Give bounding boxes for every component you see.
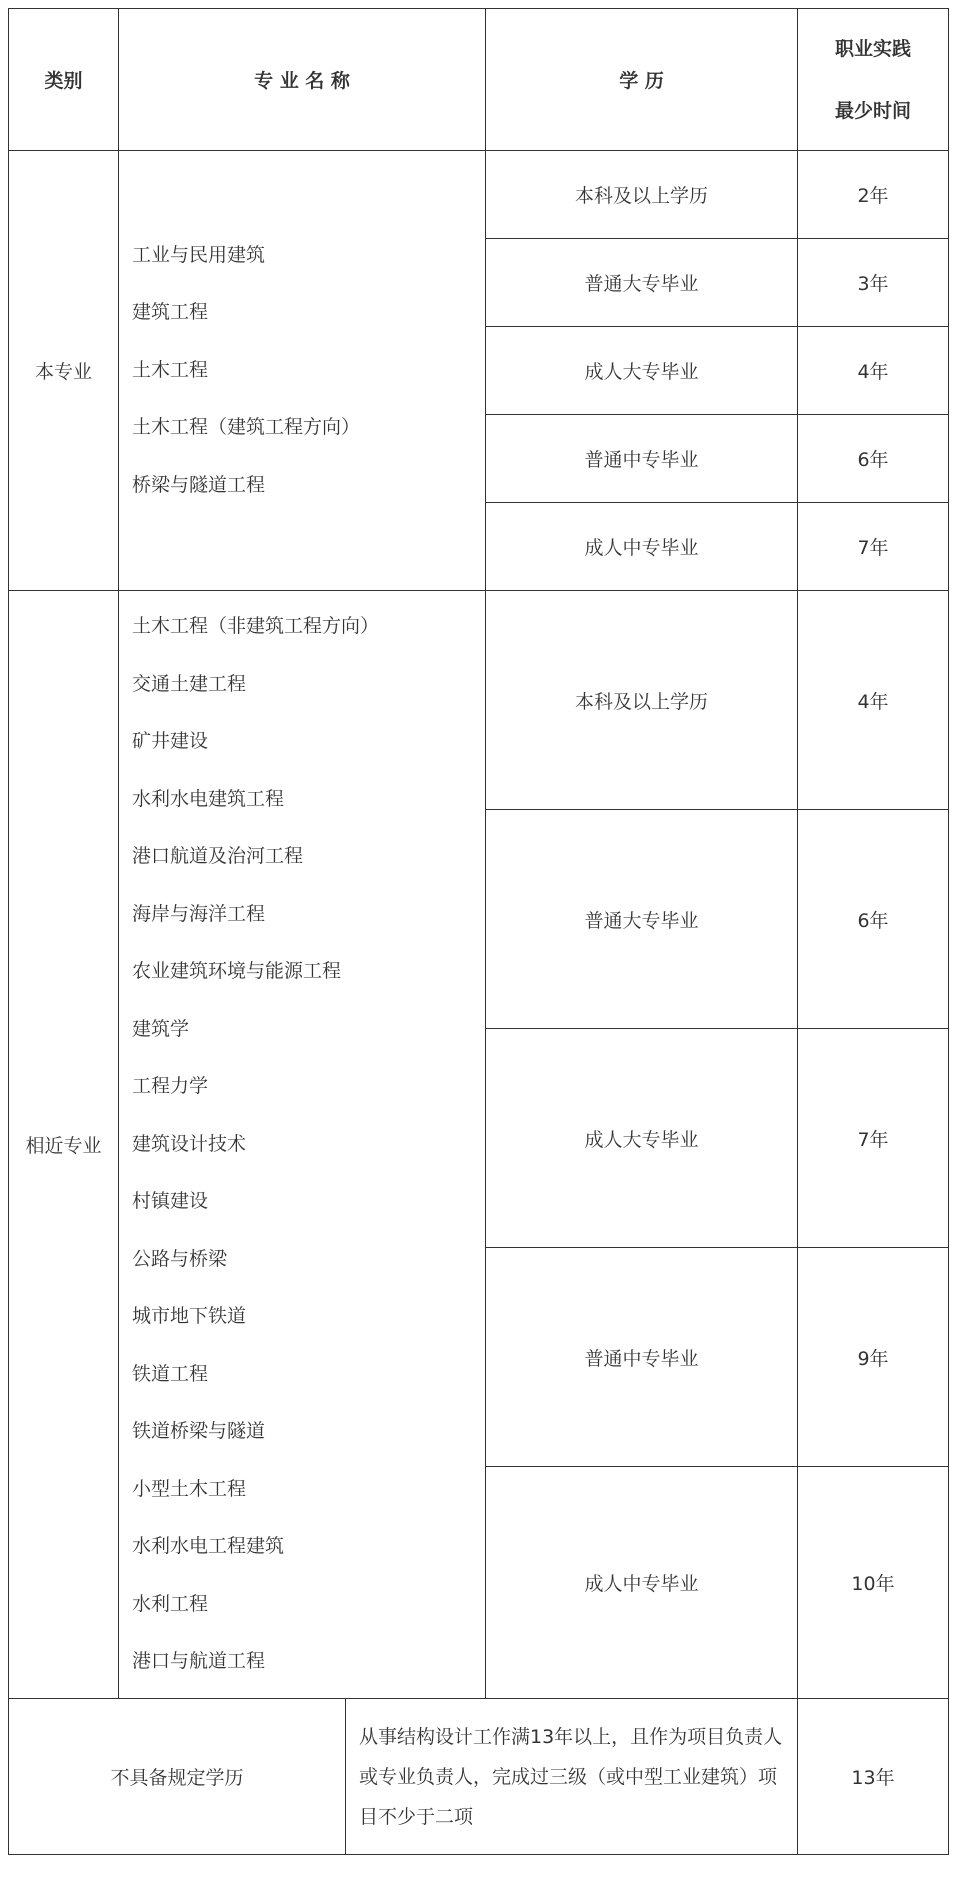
years-cell: 6年 bbox=[798, 415, 949, 503]
category-cell: 相近专业 bbox=[9, 591, 119, 1699]
major-item: 海岸与海洋工程 bbox=[132, 902, 266, 925]
education-cell: 普通中专毕业 bbox=[486, 1248, 798, 1467]
major-item: 村镇建设 bbox=[132, 1190, 209, 1213]
requirements-table bbox=[8, 8, 949, 1855]
education-cell: 成人中专毕业 bbox=[486, 503, 798, 591]
requirement-description: 从事结构设计工作满13年以上，且作为项目负责人或专业负责人，完成过三级（或中型工业建筑）项目不少于二项 bbox=[346, 1699, 798, 1855]
major-item: 建筑工程 bbox=[132, 301, 209, 324]
header-category: 类别 bbox=[9, 9, 119, 151]
header-row bbox=[9, 9, 949, 151]
header-practice-line2: 最少时间 bbox=[835, 99, 912, 122]
education-cell: 本科及以上学历 bbox=[486, 151, 798, 239]
years-cell: 2年 bbox=[798, 151, 949, 239]
major-item: 铁道桥梁与隧道 bbox=[132, 1420, 266, 1443]
education-cell: 成人大专毕业 bbox=[486, 327, 798, 415]
major-item: 工业与民用建筑 bbox=[132, 243, 266, 266]
years-cell: 4年 bbox=[798, 591, 949, 810]
major-item: 农业建筑环境与能源工程 bbox=[132, 960, 342, 983]
major-item: 城市地下铁道 bbox=[132, 1305, 247, 1328]
major-item: 交通土建工程 bbox=[132, 672, 247, 695]
major-item: 港口航道及治河工程 bbox=[132, 845, 304, 868]
education-cell: 成人中专毕业 bbox=[486, 1467, 798, 1699]
years-cell: 13年 bbox=[798, 1699, 949, 1855]
category-cell: 不具备规定学历 bbox=[9, 1699, 346, 1855]
major-item: 桥梁与隧道工程 bbox=[132, 473, 266, 496]
table-row bbox=[9, 151, 949, 239]
header-major: 专 业 名 称 bbox=[119, 9, 486, 151]
major-item: 公路与桥梁 bbox=[132, 1247, 228, 1270]
education-cell: 普通中专毕业 bbox=[486, 415, 798, 503]
years-cell: 3年 bbox=[798, 239, 949, 327]
table-row bbox=[9, 1699, 949, 1855]
table-row bbox=[9, 591, 949, 810]
major-item: 水利水电建筑工程 bbox=[132, 787, 285, 810]
years-cell: 4年 bbox=[798, 327, 949, 415]
header-education: 学 历 bbox=[486, 9, 798, 151]
years-cell: 7年 bbox=[798, 503, 949, 591]
major-item: 土木工程（非建筑工程方向） bbox=[132, 615, 380, 638]
education-cell: 成人大专毕业 bbox=[486, 1029, 798, 1248]
major-item: 水利工程 bbox=[132, 1592, 209, 1615]
major-item: 建筑学 bbox=[132, 1017, 190, 1040]
major-item: 建筑设计技术 bbox=[132, 1132, 247, 1155]
major-list-cell bbox=[119, 151, 486, 591]
years-cell: 6年 bbox=[798, 810, 949, 1029]
major-item: 土木工程 bbox=[132, 358, 209, 381]
major-item: 水利水电工程建筑 bbox=[132, 1535, 285, 1558]
major-item: 土木工程（建筑工程方向） bbox=[132, 416, 361, 439]
education-cell: 普通大专毕业 bbox=[486, 810, 798, 1029]
years-cell: 7年 bbox=[798, 1029, 949, 1248]
category-cell: 本专业 bbox=[9, 151, 119, 591]
major-item: 工程力学 bbox=[132, 1075, 209, 1098]
header-practice-time bbox=[798, 9, 949, 151]
education-cell: 普通大专毕业 bbox=[486, 239, 798, 327]
major-item: 矿井建设 bbox=[132, 730, 209, 753]
major-item: 小型土木工程 bbox=[132, 1477, 247, 1500]
header-practice-line1: 职业实践 bbox=[835, 37, 912, 60]
major-list-cell bbox=[119, 591, 486, 1699]
education-cell: 本科及以上学历 bbox=[486, 591, 798, 810]
years-cell: 10年 bbox=[798, 1467, 949, 1699]
major-item: 港口与航道工程 bbox=[132, 1650, 266, 1673]
years-cell: 9年 bbox=[798, 1248, 949, 1467]
major-item: 铁道工程 bbox=[132, 1362, 209, 1385]
